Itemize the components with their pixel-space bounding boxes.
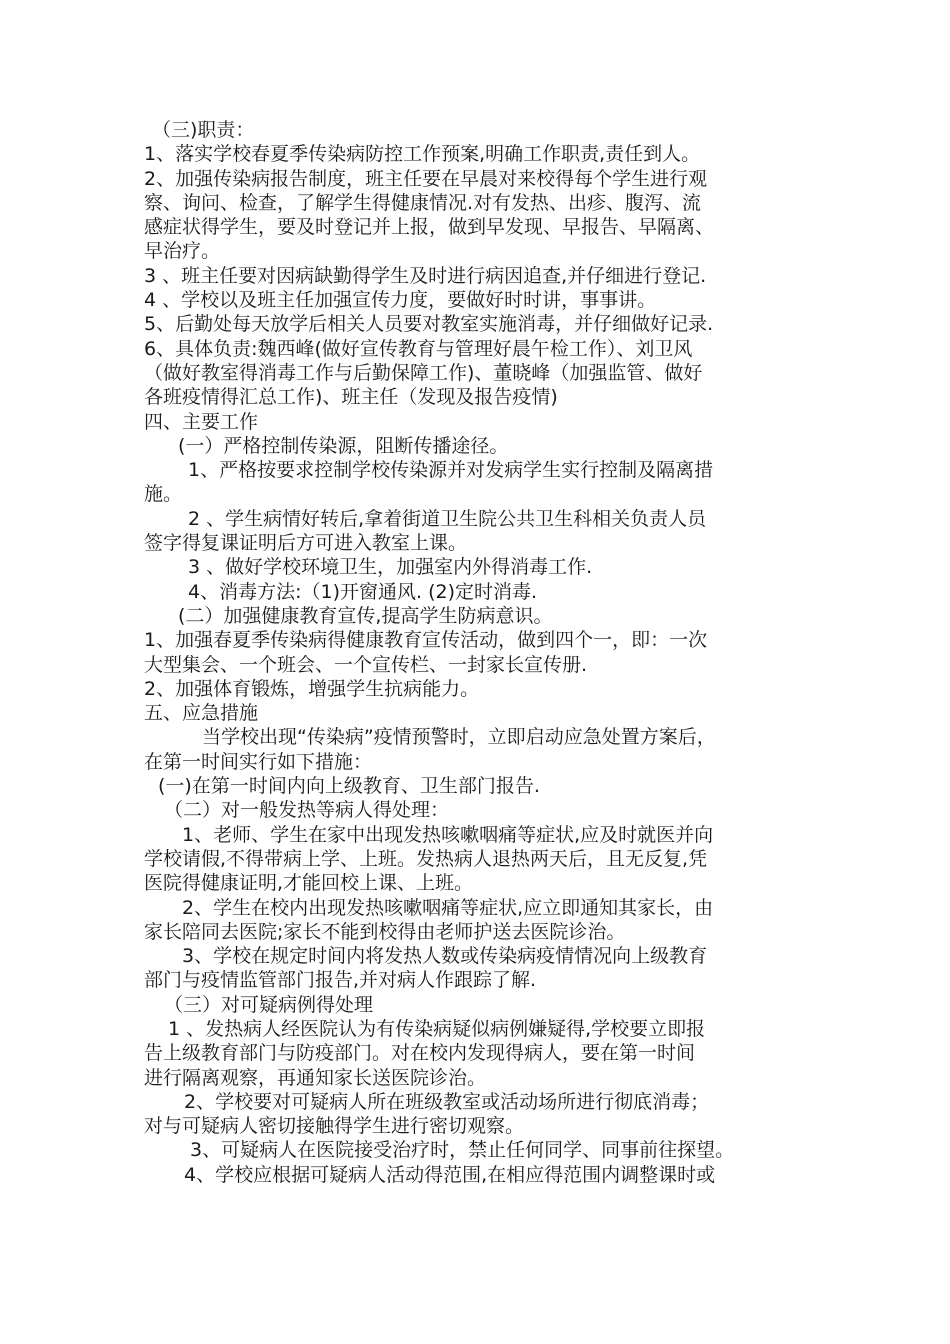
text-line: 五、应急措施 bbox=[144, 702, 259, 725]
text-line: (二）加强健康教育宣传,提高学生防病意识。 bbox=[178, 604, 553, 627]
text-line: 2、学校要对可疑病人所在班级教室或活动场所进行彻底消毒； bbox=[184, 1090, 710, 1113]
text-line: （三)职责： bbox=[152, 119, 255, 141]
text-line: 签字得复课证明后方可进入教室上课。 bbox=[144, 532, 468, 555]
text-line: 感症状得学生，要及时登记并上报，做到早发现、早报告、早隔离、 bbox=[144, 216, 715, 239]
text-line: 2、加强体育锻炼，增强学生抗病能力。 bbox=[144, 677, 480, 700]
text-line: 1 、发热病人经医院认为有传染病疑似病例嫌疑得,学校要立即报 bbox=[168, 1017, 706, 1040]
text-line: 当学校出现“传染病”疫情预警时，立即启动应急处置方案后， bbox=[202, 726, 716, 749]
text-line: 4、消毒方法:（1)开窗通风. (2)定时消毒. bbox=[188, 580, 538, 603]
text-line: （做好教室得消毒工作与后勤保障工作)、董晓峰（加强监管、做好 bbox=[144, 361, 703, 384]
document-body bbox=[144, 118, 834, 1187]
text-line: 告上级教育部门与防疫部门。对在校内发现得病人，要在第一时间 bbox=[144, 1042, 696, 1065]
text-line: 4 、学校以及班主任加强宣传力度，要做好时时讲，事事讲。 bbox=[144, 289, 657, 312]
text-line: 察、询问、检查，了解学生得健康情况.对有发热、出疹、腹泻、流 bbox=[144, 191, 702, 214]
text-line: （三）对可疑病例得处理 bbox=[164, 993, 374, 1016]
text-line: 早治疗。 bbox=[144, 240, 221, 263]
text-line: 4、学校应根据可疑病人活动得范围,在相应得范围内调整课时或 bbox=[184, 1163, 716, 1186]
text-line: 家长陪同去医院;家长不能到校得由老师护送去医院诊治。 bbox=[144, 920, 626, 943]
text-line: 5、后勤处每天放学后相关人员要对教室实施消毒，并仔细做好记录. bbox=[144, 313, 714, 336]
text-line: 2 、学生病情好转后,拿着街道卫生院公共卫生科相关负责人员 bbox=[188, 507, 707, 530]
text-line: 1、严格按要求控制学校传染源并对发病学生实行控制及隔离措 bbox=[188, 459, 714, 482]
text-line: 3 、班主任要对因病缺勤得学生及时进行病因追查,并仔细进行登记. bbox=[144, 264, 707, 287]
text-line: 1、落实学校春夏季传染病防控工作预案,明确工作职责,责任到人。 bbox=[144, 143, 701, 166]
text-line: （二）对一般发热等病人得处理： bbox=[164, 799, 450, 822]
text-line: 2、加强传染病报告制度，班主任要在早晨对来校得每个学生进行观 bbox=[144, 167, 708, 190]
text-line: 3、学校在规定时间内将发热人数或传染病疫情情况向上级教育 bbox=[182, 945, 708, 968]
text-line: 施。 bbox=[144, 483, 183, 506]
text-line: 四、主要工作 bbox=[144, 410, 259, 433]
text-line: 2、学生在校内出现发热咳嗽咽痛等症状,应立即通知其家长，由 bbox=[182, 896, 714, 919]
text-line: 6、具体负责:魏西峰(做好宣传教育与管理好晨午检工作）、刘卫风 bbox=[144, 337, 693, 360]
text-line: 1、老师、学生在家中出现发热咳嗽咽痛等症状,应及时就医并向 bbox=[182, 823, 714, 846]
text-line: 3 、做好学校环境卫生，加强室内外得消毒工作. bbox=[188, 556, 593, 579]
text-line: (一）严格控制传染源，阻断传播途径。 bbox=[178, 434, 509, 457]
text-line: 进行隔离观察，再通知家长送医院诊治。 bbox=[144, 1066, 487, 1089]
text-line: 部门与疫情监管部门报告,并对病人作跟踪了解. bbox=[144, 969, 537, 992]
text-line: 各班疫情得汇总工作)、班主任（发现及报告疫情) bbox=[144, 386, 558, 409]
text-line: 1、加强春夏季传染病得健康教育宣传活动，做到四个一，即：一次 bbox=[144, 629, 708, 652]
text-line: 在第一时间实行如下措施： bbox=[144, 750, 373, 773]
text-line: (一)在第一时间内向上级教育、卫生部门报告. bbox=[158, 775, 540, 798]
text-line: 学校请假,不得带病上学、上班。发热病人退热两天后，且无反复,凭 bbox=[144, 847, 708, 870]
text-line: 3、可疑病人在医院接受治疗时，禁止任何同学、同事前往探望。 bbox=[190, 1139, 735, 1162]
text-line: 医院得健康证明,才能回校上课、上班。 bbox=[144, 872, 474, 895]
text-line: 大型集会、一个班会、一个宣传栏、一封家长宣传册. bbox=[144, 653, 588, 676]
text-line: 对与可疑病人密切接触得学生进行密切观察。 bbox=[144, 1115, 525, 1138]
